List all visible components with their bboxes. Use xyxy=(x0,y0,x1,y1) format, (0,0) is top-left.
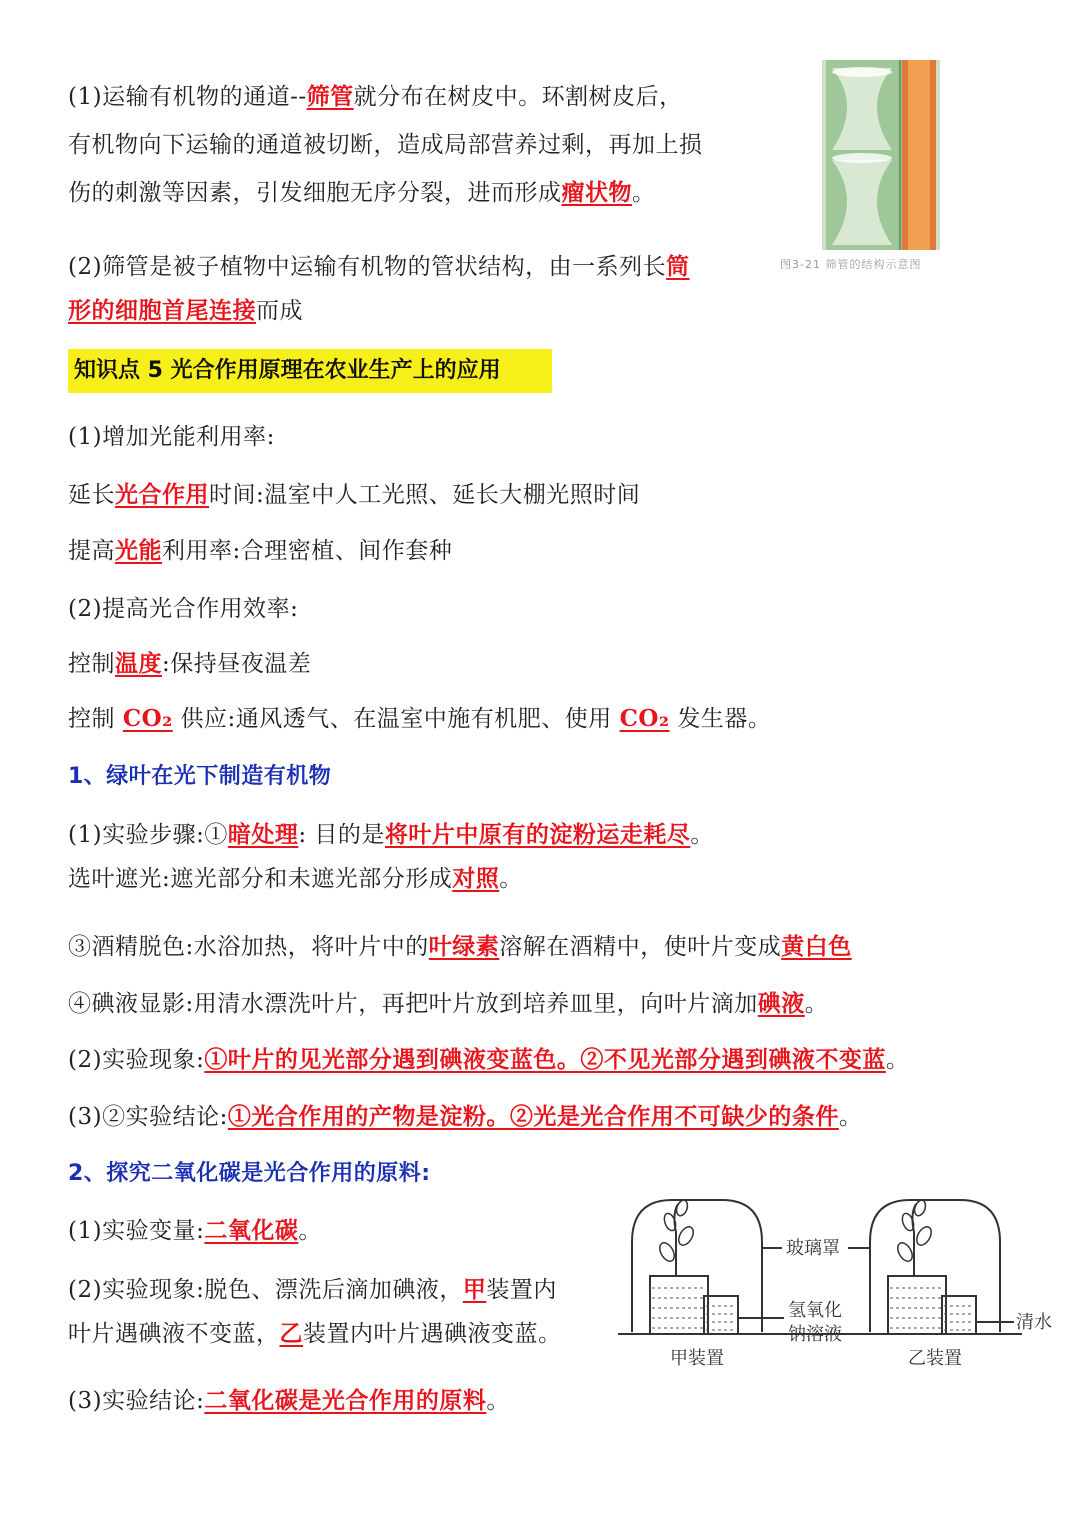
sieve-para2-line1: (2)筛管是被子植物中运输有机物的管状结构，由一系列长筒 xyxy=(68,253,690,280)
highlight-term: 黄白色 xyxy=(781,933,852,960)
highlight-term: 二氧化碳 xyxy=(204,1217,299,1244)
kp-sub1-heading: (1)增加光能利用率: xyxy=(68,424,275,450)
exp2-phenomenon-line1: (2)实验现象:脱色、漂洗后滴加碘液，甲装置内 xyxy=(68,1276,557,1303)
figure-caption: 图3-21 筛管的结构示意图 xyxy=(780,258,922,271)
sieve-para1-line2: 有机物向下运输的通道被切断，造成局部营养过剩，再加上损 xyxy=(68,132,703,158)
highlight-term: ①光合作用的产物是淀粉。②光是光合作用不可缺少的条件 xyxy=(227,1103,839,1130)
highlight-term: 温度 xyxy=(115,650,162,677)
highlight-term: CO₂ xyxy=(619,705,670,732)
highlight-term: 乙 xyxy=(279,1320,303,1347)
highlight-term: 二氧化碳是光合作用的原料 xyxy=(204,1387,487,1414)
sieve-tube-figure xyxy=(822,60,940,250)
highlight-term: 对照 xyxy=(452,865,500,892)
highlight-term: 碘液 xyxy=(757,990,805,1017)
knowledge-point-title: 知识点 5 光合作用原理在农业生产上的应用 xyxy=(68,349,552,393)
label-naoh-2: 钠溶液 xyxy=(788,1324,842,1345)
sieve-para1-line1: (1)运输有机物的通道--筛管就分布在树皮中。环割树皮后， xyxy=(68,83,683,110)
label-water: 清水 xyxy=(1016,1312,1052,1333)
kp-sub1-line2: 提高光能利用率:合理密植、间作套种 xyxy=(68,537,453,564)
label-naoh-1: 氢氧化 xyxy=(788,1300,842,1321)
highlight-term: 筛管 xyxy=(306,83,354,110)
highlight-term: 瘤状物 xyxy=(561,179,632,206)
sieve-para2-line2: 形的细胞首尾连接而成 xyxy=(68,297,303,324)
highlight-term: ①叶片的见光部分遇到碘液变蓝色。②不见光部分遇到碘液不变蓝 xyxy=(204,1046,886,1073)
exp1-step1: (1)实验步骤:①暗处理: 目的是将叶片中原有的淀粉运走耗尽。 xyxy=(68,821,714,848)
highlight-term: 光合作用 xyxy=(115,481,209,508)
exp1-step4: ④碘液显影:用清水漂洗叶片，再把叶片放到培养皿里，向叶片滴加碘液。 xyxy=(68,990,829,1017)
label-glass-cover: 玻璃罩 xyxy=(786,1238,840,1259)
kp-sub2-line2: 控制 CO₂ 供应:通风透气、在温室中施有机肥、使用 CO₂ 发生器。 xyxy=(68,705,772,732)
exp1-step2: 选叶遮光:遮光部分和未遮光部分形成对照。 xyxy=(68,865,523,892)
experiment2-title: 2、探究二氧化碳是光合作用的原料: xyxy=(68,1161,431,1186)
highlight-term: 光能 xyxy=(115,537,162,564)
sieve-para1-line3: 伤的刺激等因素，引发细胞无序分裂，进而形成瘤状物。 xyxy=(68,179,656,206)
highlight-term: 甲 xyxy=(462,1276,487,1303)
kp-sub2-line1: 控制温度:保持昼夜温差 xyxy=(68,650,312,677)
highlight-term: 筒 xyxy=(666,253,690,280)
highlight-term: CO₂ xyxy=(122,705,173,732)
kp-sub2-heading: (2)提高光合作用效率: xyxy=(68,596,299,622)
label-device-jia: 甲装置 xyxy=(670,1348,724,1369)
co2-experiment-apparatus xyxy=(612,1192,1052,1382)
highlight-term: 形的细胞首尾连接 xyxy=(68,297,256,324)
highlight-term: 暗处理 xyxy=(227,821,299,848)
experiment1-title: 1、绿叶在光下制造有机物 xyxy=(68,764,332,789)
kp-sub1-line1: 延长光合作用时间:温室中人工光照、延长大棚光照时间 xyxy=(68,481,641,508)
highlight-term: 将叶片中原有的淀粉运走耗尽 xyxy=(384,821,691,848)
exp2-phenomenon-line2: 叶片遇碘液不变蓝，乙装置内叶片遇碘液变蓝。 xyxy=(68,1320,562,1347)
exp2-variable: (1)实验变量:二氧化碳。 xyxy=(68,1217,322,1244)
exp1-conclusion: (3)②实验结论:①光合作用的产物是淀粉。②光是光合作用不可缺少的条件。 xyxy=(68,1103,863,1130)
highlight-term: 叶绿素 xyxy=(428,933,500,960)
exp2-conclusion: (3)实验结论:二氧化碳是光合作用的原料。 xyxy=(68,1387,510,1414)
exp1-step3: ③酒精脱色:水浴加热，将叶片中的叶绿素溶解在酒精中，使叶片变成黄白色 xyxy=(68,933,852,960)
exp1-phenomenon: (2)实验现象:①叶片的见光部分遇到碘液变蓝色。②不见光部分遇到碘液不变蓝。 xyxy=(68,1046,910,1073)
label-device-yi: 乙装置 xyxy=(908,1348,962,1369)
